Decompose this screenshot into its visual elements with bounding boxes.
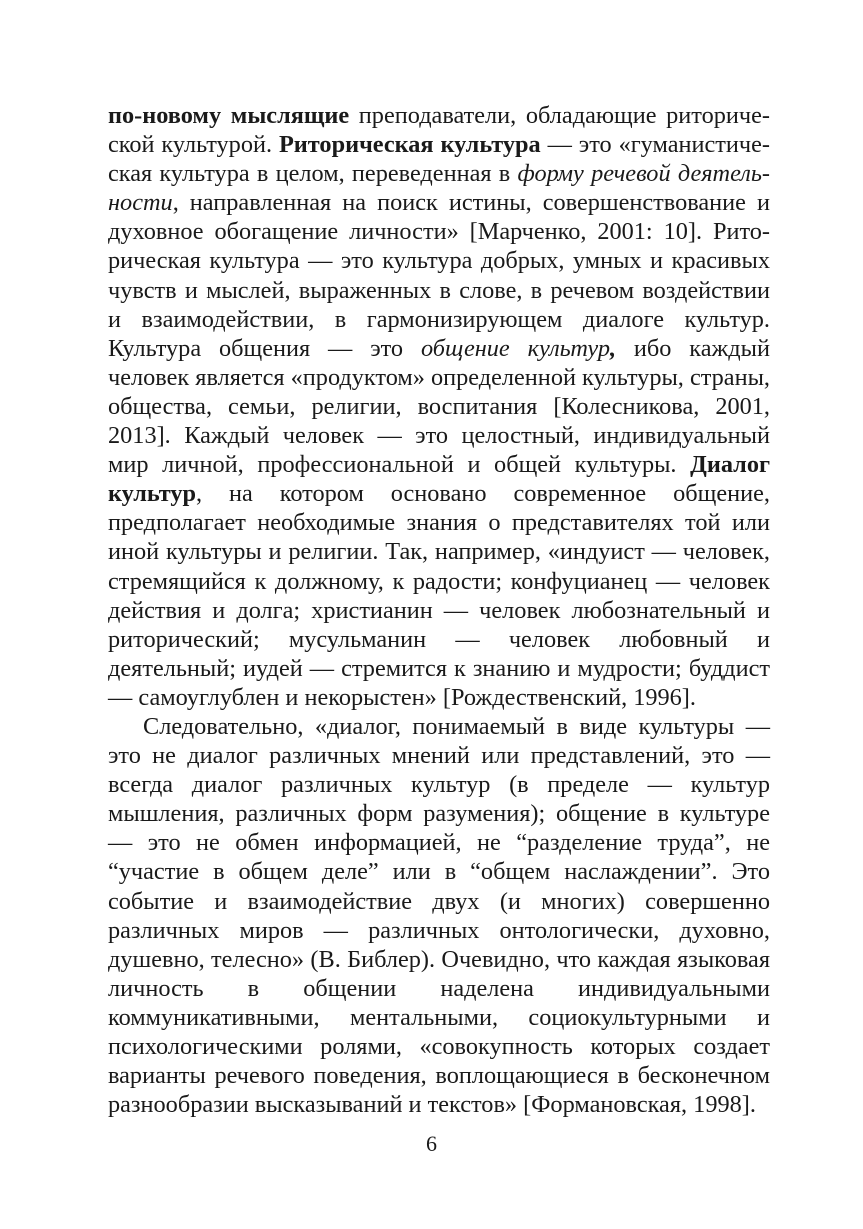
text-run: — это «гуманистическая культура в целом, переведенная в [108,131,771,188]
bold-phrase-novel-thinking: по-новому мыслящие [108,102,350,129]
text-run: , на котором основано современное общение, предполагает необходимые знания о представителях той или иной культуры и религии. Так, например, «индуист — человек, стремящийся к должному, к радости; конфуцианец — человек действия и долга; христианин — человек любознательный и риторический; мусульманин — человек любовный и деятельный; иудей — стремится к знанию и мудрости; буддист — самоуглублен и некорыстен» [Рождественский, 1996]. [108,480,770,711]
text-run: , направленная на поиск истины, совершенствование и духовное обогащение личности» [Марченко, 2001: 10]. Риторическая культура — это культура добрых, умных и красивых чувств и мыслей, выраженных в слове, в речевом воздействии и взаимодействии, в гармонизирующем диалоге культур. Культура общения — это [108,189,770,362]
paragraph-1 [108,101,770,712]
body-text [108,101,770,1119]
text-run: ибо каждый человек является «продуктом» определенной культуры, страны, общества, семьи, религии, воспитания [Колесникова, 2001, 2013]. Каждый человек — это целостный, индивидуальный мир личной, профессиональной и общей культуры. [108,334,770,479]
bold-term-dialogue-of-cultures: Диалог культур [108,451,770,508]
text-run: преподаватели, обладающие риторической культурой. [108,102,770,159]
page-number: 6 [426,1131,437,1156]
italic-phrase-speech-activity: форму речевой деятельности [108,160,770,217]
bold-term-rhetorical-culture: Риторическая культура [278,131,541,159]
paragraph-2: Следовательно, «диалог, понимаемый в виде культуры — это не диалог различных мнений или представлений, это — всегда диалог различных культур (в пределе — культур мышления, различных форм разумения); общение в культуре — это не обмен информацией, не “разделение труда”, не “участие в общем деле” или в “общем наслаждении”. Это событие и взаимодействие двух (и многих) совершенно различных миров — различных онтологически, духовно, душевно, телесно» (В. Библер). Очевидно, что каждая языковая личность в общении наделена индивидуальными коммуникативными, ментальными, социокультурными и психологическими ролями, «совокупность которых создает варианты речевого поведения, воплощающиеся в бесконечном разнообразии высказываний и текстов» [Формановская, 1998]. [108,712,770,1119]
italic-phrase-communication-of-cultures: общение культур [420,334,610,362]
bold-italic-comma: , [609,334,617,362]
